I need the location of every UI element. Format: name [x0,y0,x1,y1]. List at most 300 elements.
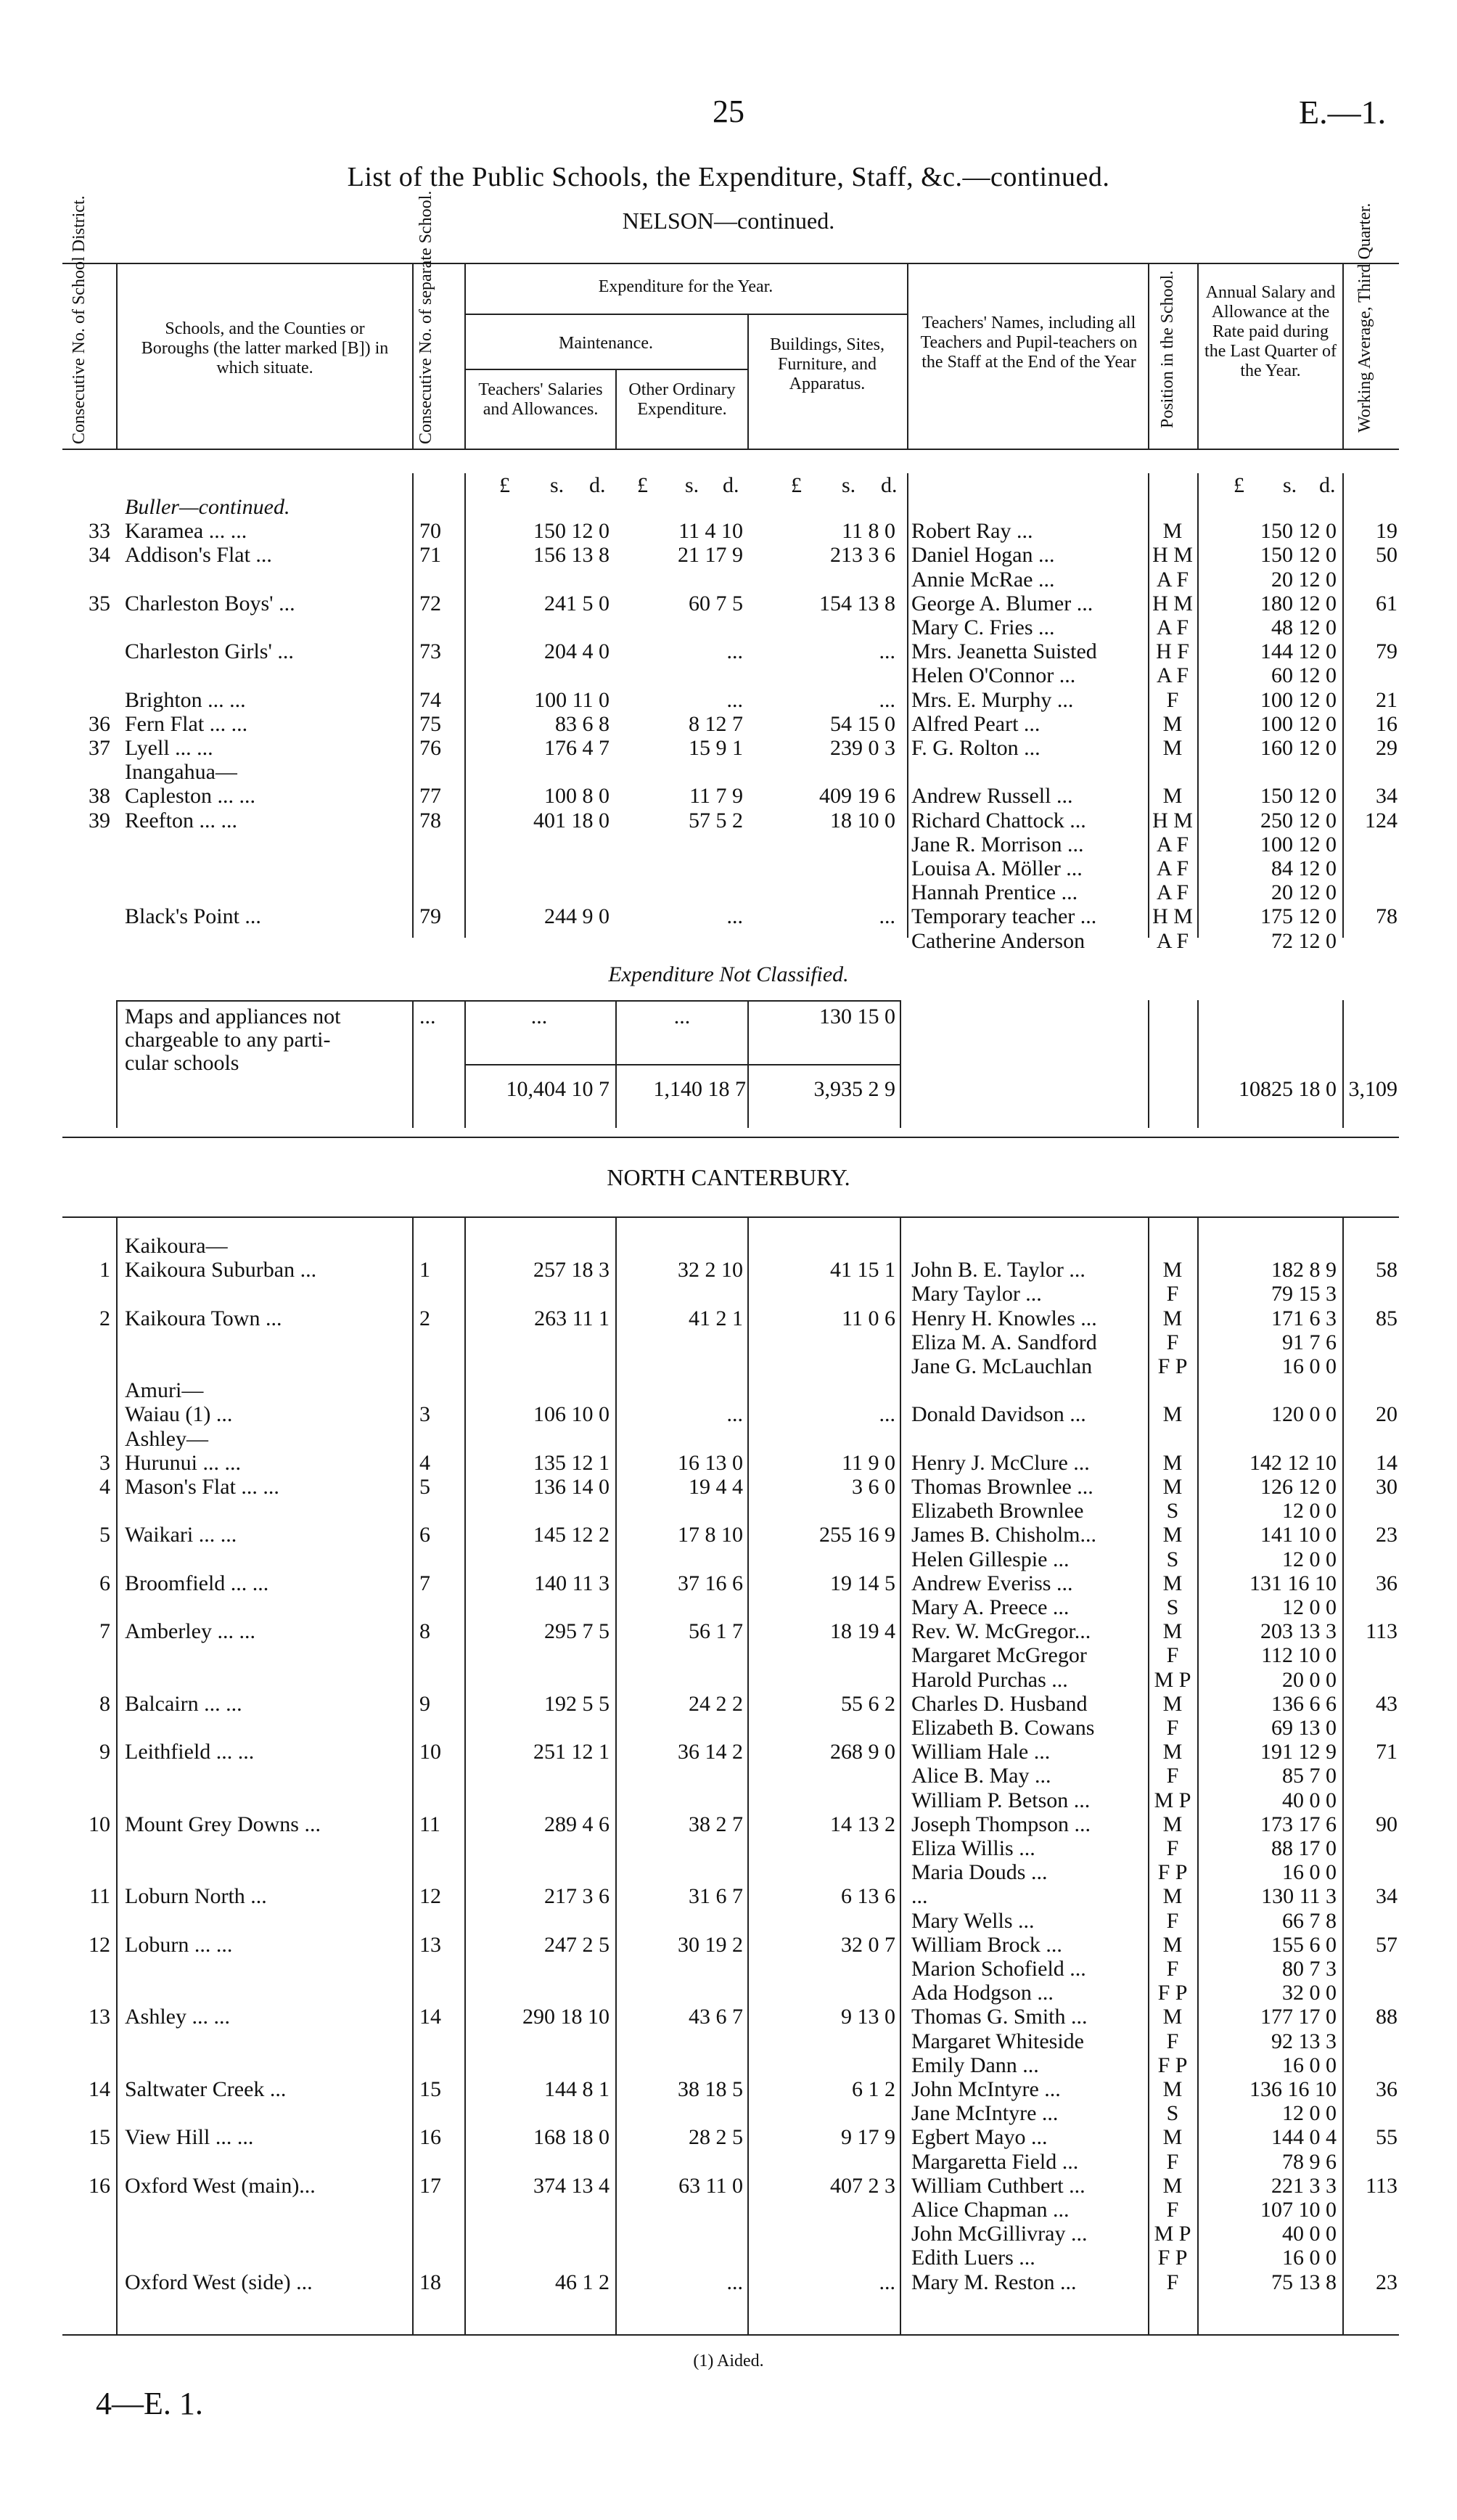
teacher-name: Emily Dann ... [911,2053,1039,2077]
annual-salary: 20 12 0 [1271,567,1337,592]
not-classified-salaries: ... [530,1005,548,1028]
position: S [1166,2101,1179,2126]
unit-pence: d. [1319,473,1336,497]
salaries-amount: 176 4 7 [544,736,610,760]
position: M [1162,711,1183,736]
other-expenditure-amount: 15 9 1 [689,736,743,760]
school-name: Waikari ... ... [125,1523,237,1547]
salaries-amount: 100 8 0 [544,784,610,809]
teacher-name: William Cuthbert ... [911,2173,1085,2198]
position: F [1166,1957,1179,1981]
other-expenditure-amount: 11 4 10 [678,519,743,544]
salaries-amount: 156 13 8 [533,543,610,568]
position: M [1162,1740,1183,1764]
district-no: 12 [89,1932,110,1957]
working-average: 43 [1376,1691,1398,1716]
unit-pounds: £ [499,473,510,497]
not-classified-school-no: ... [419,1005,436,1028]
position: M [1162,1523,1183,1547]
position: F P [1157,2246,1188,2270]
school-name: Broomfield ... ... [125,1571,269,1595]
teacher-name: Thomas G. Smith ... [911,2005,1088,2029]
teacher-name: William Hale ... [911,1740,1051,1764]
page-footer: 4—E. 1. [96,2386,203,2421]
teacher-name: Mary Taylor ... [911,1282,1042,1306]
unit-pounds: £ [791,473,802,497]
annual-salary: 69 13 0 [1271,1716,1337,1740]
annual-salary: 91 7 6 [1282,1330,1337,1354]
position: M P [1154,2222,1191,2246]
position: M [1162,1932,1183,1957]
school-no: 70 [419,519,441,544]
unit-shillings: s. [1283,473,1297,497]
position: F [1166,2149,1179,2174]
buildings-amount: ... [879,904,895,929]
annual-salary: 72 12 0 [1271,928,1337,953]
district-no: 3 [99,1450,110,1475]
header-working-average: Working Average, Third Quarter. [1355,202,1374,433]
buildings-amount: ... [879,1402,895,1427]
working-average: 90 [1376,1812,1398,1836]
teacher-name: Maria Douds ... [911,1860,1048,1885]
district-no: 6 [99,1571,110,1595]
position: M [1162,2005,1183,2029]
teacher-name: Jane R. Morrison ... [911,832,1084,856]
annual-salary: 80 7 3 [1282,1957,1337,1981]
teacher-name: Alice B. May ... [911,1764,1051,1788]
other-expenditure-amount: 57 5 2 [689,808,743,832]
annual-salary: 182 8 9 [1271,1258,1337,1282]
position: M [1162,1475,1183,1499]
teacher-name: F. G. Rolton ... [911,736,1041,760]
salaries-amount: 241 5 0 [544,591,610,615]
school-name: Loburn North ... [125,1884,267,1909]
buildings-amount: 239 0 3 [830,736,895,760]
working-average: 78 [1376,904,1398,929]
other-expenditure-amount: 63 11 0 [678,2173,743,2198]
school-name: Oxford West (main)... [125,2173,316,2198]
district-no: 5 [99,1523,110,1547]
annual-salary: 16 0 0 [1282,2246,1337,2270]
teacher-name: Helen Gillespie ... [911,1547,1070,1571]
other-expenditure-amount: 38 18 5 [678,2077,743,2101]
teacher-name: William P. Betson ... [911,1788,1091,1812]
buildings-amount: ... [879,687,895,712]
school-no: 72 [419,591,441,615]
salaries-amount: 401 18 0 [533,808,610,832]
teacher-name: Elizabeth Brownlee [911,1499,1084,1523]
school-no: 2 [419,1306,430,1330]
buildings-amount: 41 15 1 [830,1258,895,1282]
teacher-name: Alfred Peart ... [911,711,1041,736]
annual-salary: 142 12 10 [1249,1450,1337,1475]
position: A F [1156,615,1189,639]
teacher-name: Annie McRae ... [911,567,1055,592]
school-name: Kaikoura Suburban ... [125,1258,317,1282]
annual-salary: 84 12 0 [1271,856,1337,880]
salaries-amount: 136 14 0 [533,1475,610,1499]
position: H M [1152,904,1193,929]
school-no: 76 [419,736,441,760]
buildings-amount: 14 13 2 [830,1812,895,1836]
school-no: 5 [419,1475,430,1499]
school-no: 16 [419,2125,441,2150]
teacher-name: Henry J. McClure ... [911,1450,1090,1475]
not-classified-other: ... [673,1005,691,1028]
working-average: 85 [1376,1306,1398,1330]
salaries-amount: 83 6 8 [555,711,610,736]
other-expenditure-amount: 17 8 10 [678,1523,743,1547]
annual-salary: 32 0 0 [1282,1981,1337,2005]
other-expenditure-amount: ... [726,2270,743,2294]
total-working-average: 3,109 [1348,1077,1398,1101]
buildings-amount: 9 13 0 [841,2005,895,2029]
school-no: 4 [419,1450,430,1475]
position: M [1162,2125,1183,2150]
annual-salary: 175 12 0 [1260,904,1337,929]
school-no: 17 [419,2173,441,2198]
salaries-amount: 144 8 1 [544,2077,610,2101]
salaries-amount: 106 10 0 [533,1402,610,1427]
header-school: Schools, and the Counties or Boroughs (the latter marked [B]) in which situate. [141,319,389,377]
position: F [1166,1716,1179,1740]
working-average: 16 [1376,711,1398,736]
annual-salary: 100 12 0 [1260,711,1337,736]
buildings-amount: 6 1 2 [852,2077,895,2101]
salaries-amount: 204 4 0 [544,639,610,664]
other-expenditure-amount: ... [726,904,743,929]
teacher-name: William Brock ... [911,1932,1062,1957]
position: F [1166,1764,1179,1788]
other-expenditure-amount: ... [726,687,743,712]
school-no: 8 [419,1619,430,1644]
annual-salary: 191 12 9 [1260,1740,1337,1764]
position: M P [1154,1788,1191,1812]
other-expenditure-amount: 56 1 7 [689,1619,743,1644]
school-name: Kaikoura— [125,1234,228,1258]
school-name: Mount Grey Downs ... [125,1812,321,1836]
school-no: 1 [419,1258,430,1282]
position: M [1162,2077,1183,2101]
annual-salary: 78 9 6 [1282,2149,1337,2174]
school-no: 14 [419,2005,441,2029]
school-name: Saltwater Creek ... [125,2077,287,2101]
annual-salary: 177 17 0 [1260,2005,1337,2029]
position: M [1162,1571,1183,1595]
school-name: Lyell ... ... [125,736,213,760]
school-name: Ashley ... ... [125,2005,230,2029]
district-no: 1 [99,1258,110,1282]
not-classified-label: chargeable to any parti- [125,1028,331,1052]
header-school-no: Consecutive No. of separate School. [416,190,435,444]
other-expenditure-amount: 11 7 9 [689,784,743,809]
header-maintenance: Maintenance. [559,334,653,353]
school-no: 79 [419,904,441,929]
district-no: 8 [99,1691,110,1716]
salaries-amount: 263 11 1 [534,1306,610,1330]
school-name: Loburn ... ... [125,1932,233,1957]
school-name: Mason's Flat ... ... [125,1475,279,1499]
teacher-name: Alice Chapman ... [911,2198,1070,2222]
salaries-amount: 295 7 5 [544,1619,610,1644]
school-name: View Hill ... ... [125,2125,254,2150]
other-expenditure-amount: 21 17 9 [678,543,743,568]
salaries-amount: 46 1 2 [555,2270,610,2294]
position: A F [1156,880,1189,905]
annual-salary: 150 12 0 [1260,784,1337,809]
position: A F [1156,832,1189,856]
header-teachers-salaries: Teachers' Salaries and Allowances. [478,380,603,419]
other-expenditure-amount: 32 2 10 [678,1258,743,1282]
district-no: 35 [89,591,110,615]
working-average: 29 [1376,736,1398,760]
annual-salary: 131 16 10 [1249,1571,1337,1595]
school-no: 10 [419,1740,441,1764]
buildings-amount: ... [879,2270,895,2294]
teacher-name: Andrew Russell ... [911,784,1073,809]
teacher-name: Eliza Willis ... [911,1836,1035,1860]
page-number: 25 [713,94,744,129]
school-name: Reefton ... ... [125,808,237,832]
annual-salary: 85 7 0 [1282,1764,1337,1788]
teacher-name: Louisa A. Möller ... [911,856,1083,880]
position: H M [1152,808,1193,832]
annual-salary: 136 16 10 [1249,2077,1337,2101]
school-no: 11 [419,1812,440,1836]
working-average: 23 [1376,1523,1398,1547]
position: F [1166,1908,1179,1933]
school-name: Leithfield ... ... [125,1740,255,1764]
header-annual-salary: Annual Salary and Allowance at the Rate paid during the Last Quarter of the Year. [1204,283,1337,380]
school-no: 6 [419,1523,430,1547]
school-name: Ashley— [125,1426,208,1451]
teacher-name: Margaret McGregor [911,1643,1087,1668]
annual-salary: 112 10 0 [1261,1643,1337,1668]
working-average: 71 [1376,1740,1398,1764]
other-expenditure-amount: ... [726,1402,743,1427]
unit-shillings: s. [550,473,565,497]
annual-salary: 12 0 0 [1282,1547,1337,1571]
position: M [1162,1306,1183,1330]
working-average: 50 [1376,543,1398,568]
teacher-name: Charles D. Husband [911,1691,1088,1716]
teacher-name: Rev. W. McGregor... [911,1619,1091,1644]
position: F [1166,1643,1179,1668]
total-other: 1,140 18 7 [653,1077,746,1101]
page-title: List of the Public Schools, the Expenditure, Staff, &c.—continued. [347,162,1110,192]
other-expenditure-amount: ... [726,639,743,664]
unit-pence: d. [881,473,898,497]
district-no: 16 [89,2173,110,2198]
school-no: 3 [419,1402,430,1427]
position: H M [1152,543,1193,568]
school-name: Black's Point ... [125,904,261,929]
annual-salary: 180 12 0 [1260,591,1337,615]
unit-shillings: s. [685,473,699,497]
annual-salary: 40 0 0 [1282,1788,1337,1812]
annual-salary: 88 17 0 [1271,1836,1337,1860]
buildings-amount: 255 16 9 [819,1523,895,1547]
working-average: 23 [1376,2270,1398,2294]
teacher-name: Edith Luers ... [911,2246,1035,2270]
teacher-name: Mary M. Reston ... [911,2270,1077,2294]
annual-salary: 16 0 0 [1282,1354,1337,1378]
working-average: 113 [1366,1619,1398,1644]
buildings-amount: 11 8 0 [842,519,895,544]
position: M [1162,1812,1183,1836]
buildings-amount: 18 19 4 [830,1619,895,1644]
position: M [1162,1619,1183,1644]
annual-salary: 48 12 0 [1271,615,1337,639]
working-average: 21 [1376,687,1398,712]
district-no: 7 [99,1619,110,1644]
district-no: 36 [89,711,110,736]
position: F [1166,1282,1179,1306]
school-name: Karamea ... ... [125,519,247,544]
annual-salary: 160 12 0 [1260,736,1337,760]
annual-salary: 141 10 0 [1260,1523,1337,1547]
annual-salary: 12 0 0 [1282,1499,1337,1523]
district-no: 10 [89,1812,110,1836]
position: S [1166,1547,1179,1571]
annual-salary: 75 13 8 [1271,2270,1337,2294]
position: F [1166,2029,1179,2053]
district-no: 11 [89,1884,110,1909]
other-expenditure-amount: 19 4 4 [689,1475,743,1499]
school-name: Amuri— [125,1378,204,1403]
position: M [1162,1402,1183,1427]
annual-salary: 171 6 3 [1271,1306,1337,1330]
working-average: 34 [1376,1884,1398,1909]
annual-salary: 107 10 0 [1260,2198,1337,2222]
salaries-amount: 251 12 1 [533,1740,610,1764]
teacher-name: Mary A. Preece ... [911,1595,1070,1619]
unit-shillings: s. [842,473,856,497]
other-expenditure-amount: 41 2 1 [689,1306,743,1330]
district-no: 14 [89,2077,110,2101]
working-average: 113 [1366,2173,1398,2198]
school-name: Buller—continued. [125,495,290,519]
working-average: 19 [1376,519,1398,544]
school-name: Balcairn ... ... [125,1691,242,1716]
working-average: 124 [1365,808,1398,832]
position: H M [1152,591,1193,615]
other-expenditure-amount: 28 2 5 [689,2125,743,2150]
school-no: 18 [419,2270,441,2294]
district-no: 37 [89,736,110,760]
teacher-name: Donald Davidson ... [911,1402,1086,1427]
salaries-amount: 145 12 2 [533,1523,610,1547]
header-expenditure: Expenditure for the Year. [598,277,773,296]
teacher-name: Catherine Anderson [911,928,1085,953]
footnote: (1) Aided. [693,2352,764,2370]
district-no: 15 [89,2125,110,2150]
salaries-amount: 192 5 5 [544,1691,610,1716]
other-expenditure-amount: 30 19 2 [678,1932,743,1957]
teacher-name: John McIntyre ... [911,2077,1061,2101]
teacher-name: Thomas Brownlee ... [911,1475,1093,1499]
teacher-name: ... [911,1884,928,1909]
buildings-amount: 409 19 6 [819,784,895,809]
buildings-amount: 19 14 5 [830,1571,895,1595]
annual-salary: 221 3 3 [1271,2173,1337,2198]
district-no: 2 [99,1306,110,1330]
school-name: Capleston ... ... [125,784,255,809]
teacher-name: Harold Purchas ... [911,1667,1068,1692]
position: S [1166,1595,1179,1619]
school-name: Brighton ... ... [125,687,246,712]
working-average: 88 [1376,2005,1398,2029]
other-expenditure-amount: 24 2 2 [689,1691,743,1716]
total-salary: 10825 18 0 [1239,1077,1337,1101]
teacher-name: Mary Wells ... [911,1908,1035,1933]
teacher-name: Marion Schofield ... [911,1957,1086,1981]
teacher-name: Eliza M. A. Sandford [911,1330,1097,1354]
school-name: Fern Flat ... ... [125,711,248,736]
teacher-name: Elizabeth B. Cowans [911,1716,1095,1740]
school-no: 78 [419,808,441,832]
annual-salary: 250 12 0 [1260,808,1337,832]
salaries-amount: 290 18 10 [522,2005,610,2029]
annual-salary: 155 6 0 [1271,1932,1337,1957]
not-classified-heading: Expenditure Not Classified. [608,962,849,986]
school-no: 7 [419,1571,430,1595]
annual-salary: 20 0 0 [1282,1667,1337,1692]
working-average: 79 [1376,639,1398,664]
working-average: 14 [1376,1450,1398,1475]
district-no: 4 [99,1475,110,1499]
buildings-amount: ... [879,639,895,664]
teacher-name: Helen O'Connor ... [911,663,1076,688]
position: A F [1156,567,1189,592]
header-teachers-names: Teachers' Names, including all Teachers and Pupil-teachers on the Staff at the End of the Year [920,314,1138,372]
unit-pounds: £ [637,473,648,497]
teacher-name: Egbert Mayo ... [911,2125,1048,2150]
buildings-amount: 18 10 0 [830,808,895,832]
salaries-amount: 374 13 4 [533,2173,610,2198]
teacher-name: Ada Hodgson ... [911,1981,1054,2005]
document-reference: E.—1. [1299,94,1387,131]
salaries-amount: 257 18 3 [533,1258,610,1282]
annual-salary: 12 0 0 [1282,1595,1337,1619]
other-expenditure-amount: 38 2 7 [689,1812,743,1836]
position: M [1162,519,1183,544]
teacher-name: Joseph Thompson ... [911,1812,1091,1836]
salaries-amount: 150 12 0 [533,519,610,544]
teacher-name: Andrew Everiss ... [911,1571,1073,1595]
not-classified-label: cular schools [125,1051,239,1075]
annual-salary: 60 12 0 [1271,663,1337,688]
teacher-name: George A. Blumer ... [911,591,1093,615]
unit-pence: d. [723,473,739,497]
position: F [1166,687,1179,712]
salaries-amount: 100 11 0 [534,687,610,712]
teacher-name: Richard Chattock ... [911,808,1086,832]
district-no: 39 [89,808,110,832]
buildings-amount: 11 0 6 [842,1306,895,1330]
unit-pence: d. [589,473,606,497]
school-name: Waiau (1) ... [125,1402,233,1427]
teacher-name: Hannah Prentice ... [911,880,1078,905]
annual-salary: 100 12 0 [1260,687,1337,712]
header-buildings: Buildings, Sites, Furniture, and Apparatus. [769,335,885,393]
school-no: 73 [419,639,441,664]
school-name: Kaikoura Town ... [125,1306,282,1330]
working-average: 36 [1376,1571,1398,1595]
annual-salary: 136 6 6 [1271,1691,1337,1716]
position: A F [1156,663,1189,688]
north-canterbury-heading: NORTH CANTERBURY. [607,1164,850,1190]
